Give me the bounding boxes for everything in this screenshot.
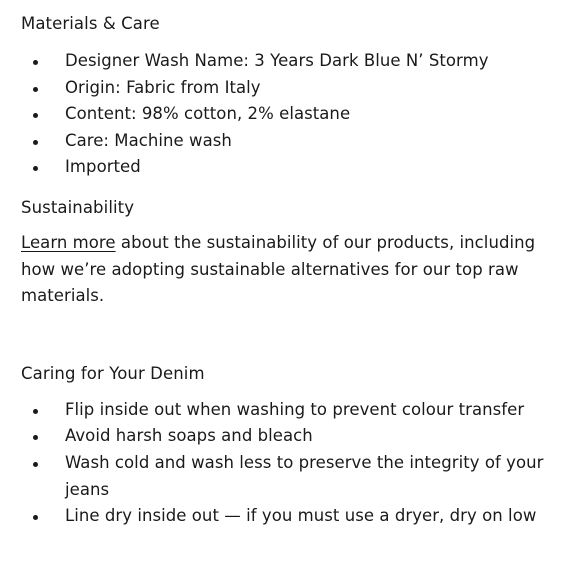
list-item	[21, 48, 559, 75]
bullet-icon	[33, 60, 38, 65]
bullet-icon	[33, 113, 38, 118]
list-item	[21, 450, 559, 503]
list-item	[21, 423, 559, 450]
materials-care-list	[21, 48, 559, 181]
materials-care-heading: Materials & Care	[21, 14, 160, 33]
list-item	[21, 397, 559, 424]
bullet-icon	[33, 87, 38, 92]
bullet-icon	[33, 462, 38, 467]
sustainability-body-text: about the sustainability of our products, including how we’re adopting sustainable alternatives for our top raw materials.	[21, 232, 536, 306]
bullet-icon	[33, 515, 38, 520]
list-item-text: Wash cold and wash less to preserve the integrity of your jeans	[65, 452, 544, 499]
list-item-text: Designer Wash Name: 3 Years Dark Blue N’ Stormy	[65, 51, 489, 70]
bullet-icon	[33, 166, 38, 171]
bullet-icon	[33, 409, 38, 414]
list-item	[21, 75, 559, 102]
list-item-text: Origin: Fabric from Italy	[65, 77, 261, 97]
list-item-text: Imported	[65, 157, 141, 177]
list-item-text: Line dry inside out — if you must use a dryer, dry on low	[65, 506, 537, 526]
list-item	[21, 154, 559, 181]
caring-denim-list	[21, 397, 559, 530]
sustainability-paragraph	[21, 230, 559, 310]
bullet-icon	[33, 435, 38, 440]
sustainability-heading: Sustainability	[21, 197, 135, 217]
list-item	[21, 101, 559, 128]
caring-denim-heading: Caring for Your Denim	[21, 363, 205, 383]
list-item-text: Content: 98% cotton, 2% elastane	[65, 104, 351, 124]
list-item-text: Flip inside out when washing to prevent colour transfer	[65, 399, 525, 419]
bullet-icon	[33, 140, 38, 145]
list-item	[21, 503, 559, 530]
list-item-text: Care: Machine wash	[65, 130, 232, 150]
list-item	[21, 128, 559, 155]
learn-more-link[interactable]: Learn more	[21, 232, 116, 252]
list-item-text: Avoid harsh soaps and bleach	[65, 426, 313, 446]
